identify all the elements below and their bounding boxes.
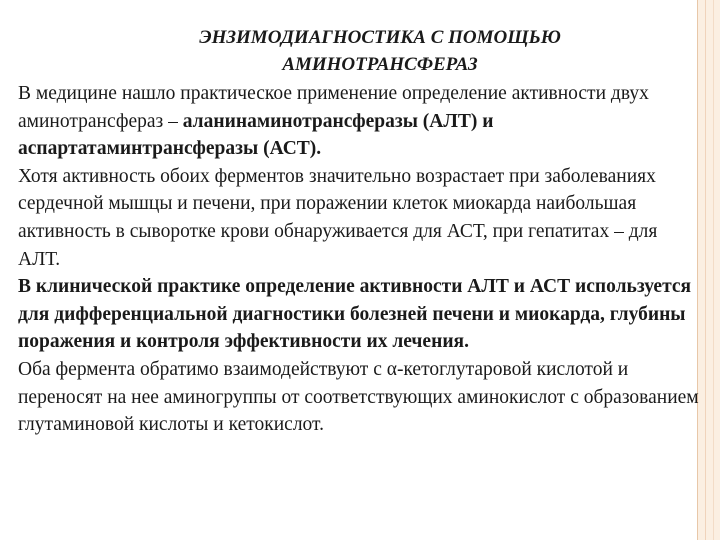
decorative-line <box>713 0 714 540</box>
paragraph-mechanism: Оба фермента обратимо взаимодействуют с α-кетоглутаровой кислотой и переносят на нее аминогруппы от соответствующих аминокислот с образованием глутаминовой кислоты и кетокислот. <box>18 358 699 436</box>
paragraph-intro <box>18 80 702 163</box>
paragraph-intro-text: В медицине нашло практическое применение определение активности двух аминотрансфераз – <box>18 83 649 132</box>
slide-title-line: АМИНОТРАНСФЕРАЗ <box>282 54 478 75</box>
paragraph-clinical-practice: В клинической практике определение активности АЛТ и АСТ используется для дифференциальной диагностики болезней печени и миокарда, глубины поражения и контроля эффективности их лечения. <box>18 276 692 353</box>
slide-content <box>18 24 702 439</box>
paragraph-intro-enzymes: аланинаминотрансферазы (АЛТ) и аспартатаминтрансферазы (АСТ). <box>18 110 494 160</box>
slide-title <box>18 24 702 78</box>
decorative-line <box>705 0 706 540</box>
paragraph-activity: Хотя активность обоих ферментов значительно возрастает при заболеваниях сердечной мышцы и печени, при поражении клеток миокарда наибольшая активность в сыворотке крови обнаруживается для АСТ, при гепатитах – для АЛТ. <box>18 165 658 270</box>
slide-title-line: ЭНЗИМОДИАГНОСТИКА С ПОМОЩЬЮ <box>199 27 561 48</box>
